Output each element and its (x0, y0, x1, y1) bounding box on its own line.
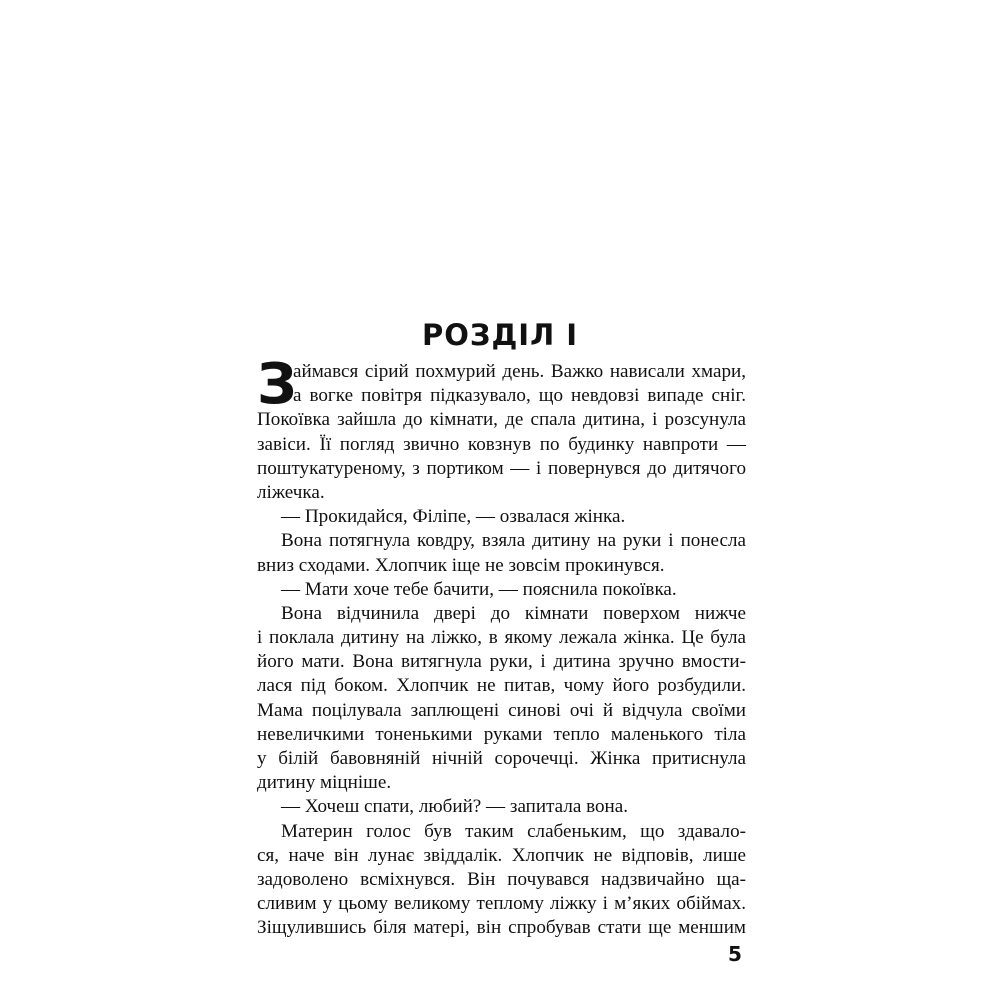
page-number: 5 (728, 942, 742, 966)
text-line: Зіщулившись біля матері, він спробував стати ще меншим (257, 917, 746, 939)
text-line: сливим у цьому великому теплому ліжку і м’яких обіймах. (257, 893, 746, 915)
text-line: — Прокидайся, Філіпе, — озвалася жінка. (281, 506, 626, 528)
text-line: — Мати хоче тебе бачити, — пояснила покоївка. (281, 578, 677, 600)
body-text (257, 352, 746, 941)
text-line: Покоївка зайшла до кімнати, де спала дитина, і розсунула (257, 409, 746, 431)
text-line: Вона відчинила двері до кімнати поверхом нижче (281, 602, 746, 624)
text-line: у білій бавовняній нічній сорочечці. Жінка притиснула (257, 748, 746, 769)
text-line: і поклала дитину на ліжко, в якому лежала жінка. Це була (257, 627, 746, 649)
text-line: його мати. Вона витягнула руки, і дитина зручно вмости- (257, 651, 746, 673)
text-line: Мама поцілувала заплющені синові очі й відчула своїми (257, 699, 746, 721)
text-line: поштукатуреному, з портиком — і повернувся до дитячого (257, 457, 746, 479)
text-line: Материн голос був таким слабеньким, що здавало- (281, 820, 746, 842)
text-line: Вона потягнула ковдру, взяла дитину на руки і понесла (281, 530, 746, 552)
text-line: — Хочеш спати, любий? — запитала вона. (281, 796, 628, 818)
text-line: задоволено всміхнувся. Він почувався надзвичайно ща- (257, 868, 746, 890)
text-line: невеличкими тоненькими руками тепло маленького тіла (257, 723, 746, 745)
text-line: аймався сірий похмурий день. Важко нависали хмари, (293, 361, 746, 382)
text-line: а вогке повітря підказувало, що невдовзі випаде сніг. (293, 385, 746, 407)
text-line: ліжечка. (257, 481, 325, 503)
text-line: завіси. Її погляд звично ковзнув по будинку навпроти — (257, 433, 746, 455)
text-line: дитину міцніше. (257, 772, 392, 794)
text-line: вниз сходами. Хлопчик іще не зовсім прокинувся. (257, 554, 665, 576)
drop-cap: З (257, 352, 297, 417)
text-line: ся, наче він лунає звіддалік. Хлопчик не відповів, лише (257, 844, 746, 866)
chapter-title: РОЗДІЛ І (421, 318, 579, 352)
text-line: лася під боком. Хлопчик не питав, чому його розбудили. (257, 675, 746, 697)
